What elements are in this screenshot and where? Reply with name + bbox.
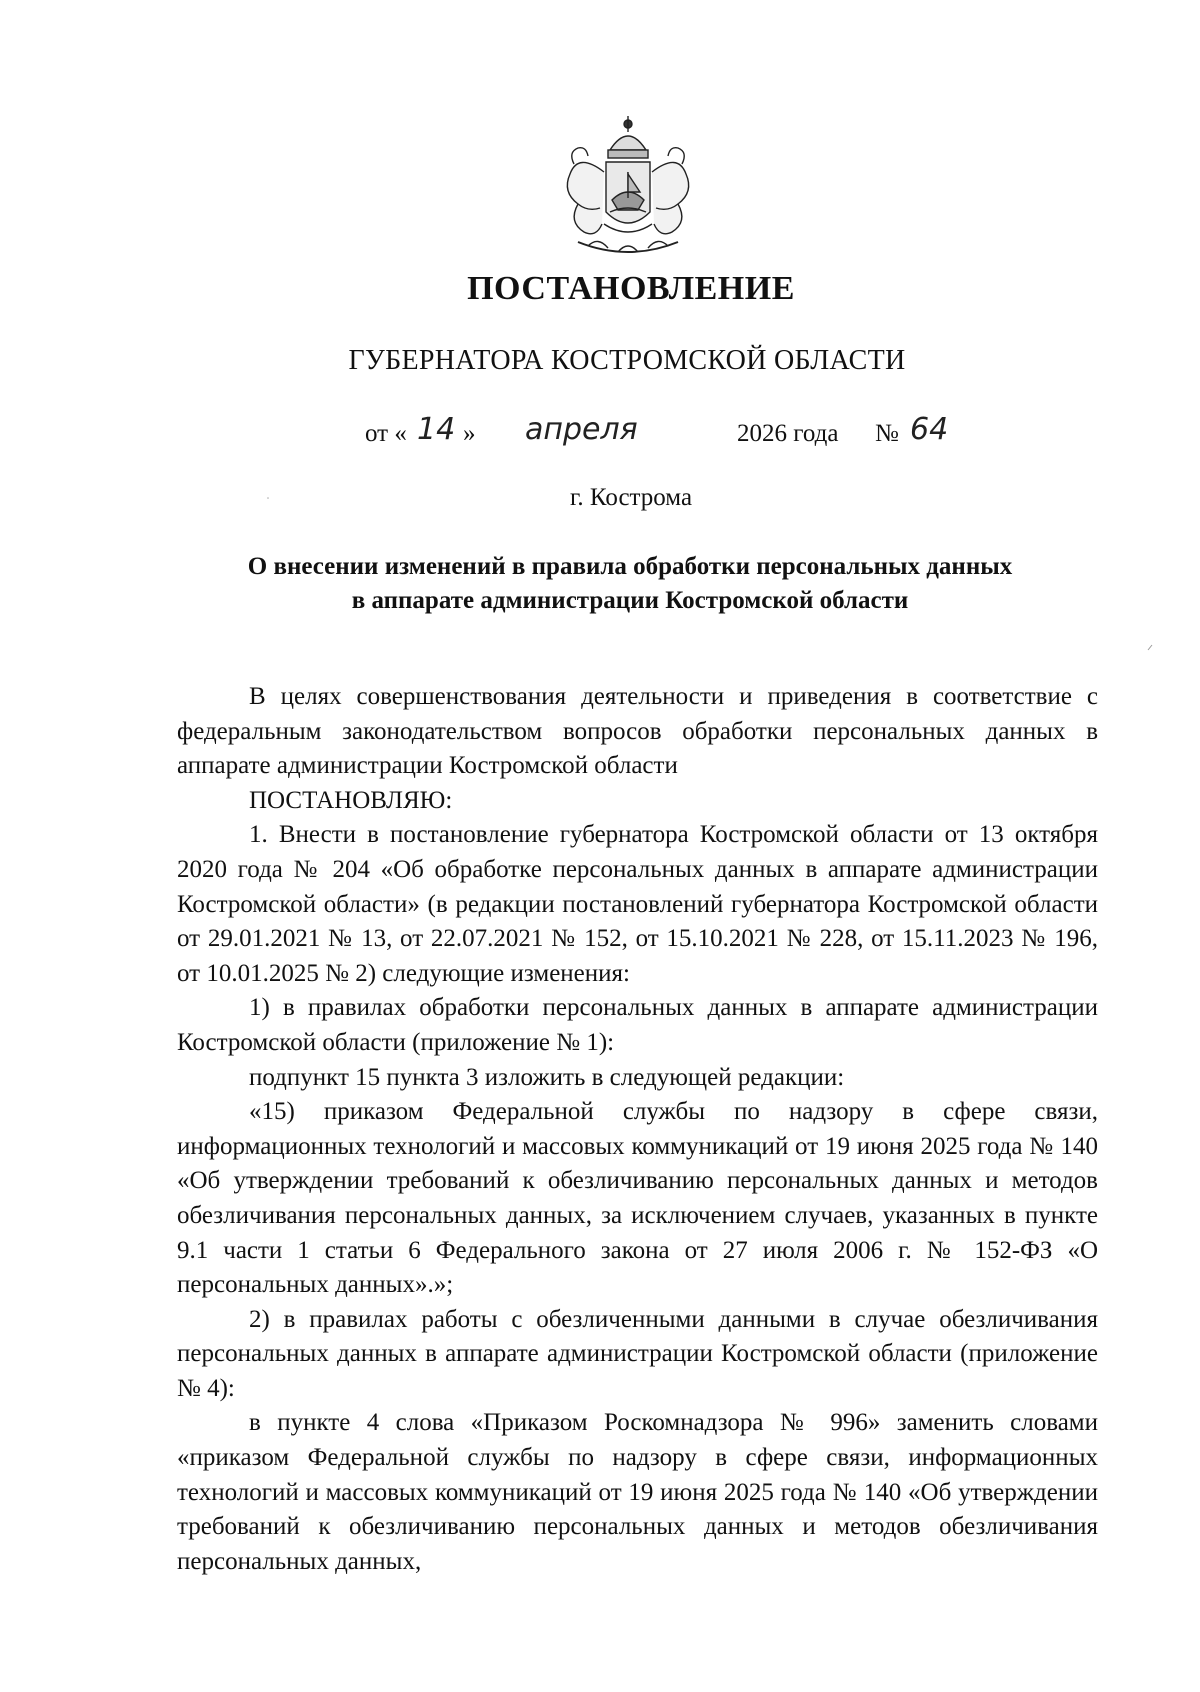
date-day-handwritten: 14 xyxy=(417,412,456,447)
document-city: г. Кострома xyxy=(569,484,693,511)
date-close-quote: » xyxy=(463,420,476,447)
paragraph-quote-15: «15) приказом Федеральной службы по надзору в сфере связи, информационных технологий и массовых коммуникаций от 19 июня 2025 года № 140 «Об утверждении требований к обезличиванию персональных данных и методов обезличивания персональных данных, за исключением случаев, указанных в пункте 9.1 части 1 статьи 6 Федерального закона от 27 июля 2006 г. № 152-ФЗ «О персональных данных».»; xyxy=(177,1098,1098,1299)
heading-line-1: О внесении изменений в правила обработки персональных данных xyxy=(247,553,1013,580)
paragraph-subitem-1: 1) в правилах обработки персональных данных в аппарате администрации Костромской области (приложение № 1): xyxy=(177,994,1098,1056)
paragraph-point-4: в пункте 4 слова «Приказом Роскомнадзора № 996» заменить словами «приказом Федеральной службы по надзору в сфере связи, информационных технологий и массовых коммуникаций от 19 июня 2025 года № 140 «Об утверждении требований к обезличиванию персональных данных и методов обезличивания персональных данных, xyxy=(177,1409,1098,1575)
paragraph-item-1: 1. Внести в постановление губернатора Костромской области от 13 октября 2020 года № 204 «Об обработке персональных данных в аппарате администрации Костромской области» (в редакции постановлений губернатора Костромской области от 29.01.2021 № 13, от 22.07.2021 № 152, от 15.10.2021 № 228, от 15.11.2023 № 196, от 10.01.2025 № 2) следующие изменения: xyxy=(177,821,1098,987)
document-issuer: ГУБЕРНАТОРА КОСТРОМСКОЙ ОБЛАСТИ xyxy=(348,345,906,376)
paragraph-subitem-2: 2) в правилах работы с обезличенными данными в случае обезличивания персональных данных в аппарате администрации Костромской области (приложение № 4): xyxy=(177,1305,1098,1402)
document-number-handwritten: 64 xyxy=(910,412,949,447)
document-title: ПОСТАНОВЛЕНИЕ xyxy=(467,270,795,307)
paragraph-subpoint-15: подпункт 15 пункта 3 изложить в следующей редакции: xyxy=(249,1063,845,1091)
date-year: 2026 года xyxy=(737,420,839,447)
coat-of-arms-emblem xyxy=(548,112,708,267)
document-date-line xyxy=(365,412,965,462)
paragraph-preamble: В целях совершенствования деятельности и приведения в соответствие с федеральным законодательством вопросов обработки персональных данных в аппарате администрации Костромской области xyxy=(177,683,1098,780)
document-body xyxy=(177,680,1098,1579)
number-label: № xyxy=(875,420,899,447)
heading-line-2: в аппарате администрации Костромской области xyxy=(351,587,909,614)
date-month-handwritten: апреля xyxy=(525,412,638,447)
date-prefix: от « xyxy=(365,420,407,447)
document-heading xyxy=(180,550,1080,618)
paragraph-resolve: ПОСТАНОВЛЯЮ: xyxy=(249,786,453,814)
